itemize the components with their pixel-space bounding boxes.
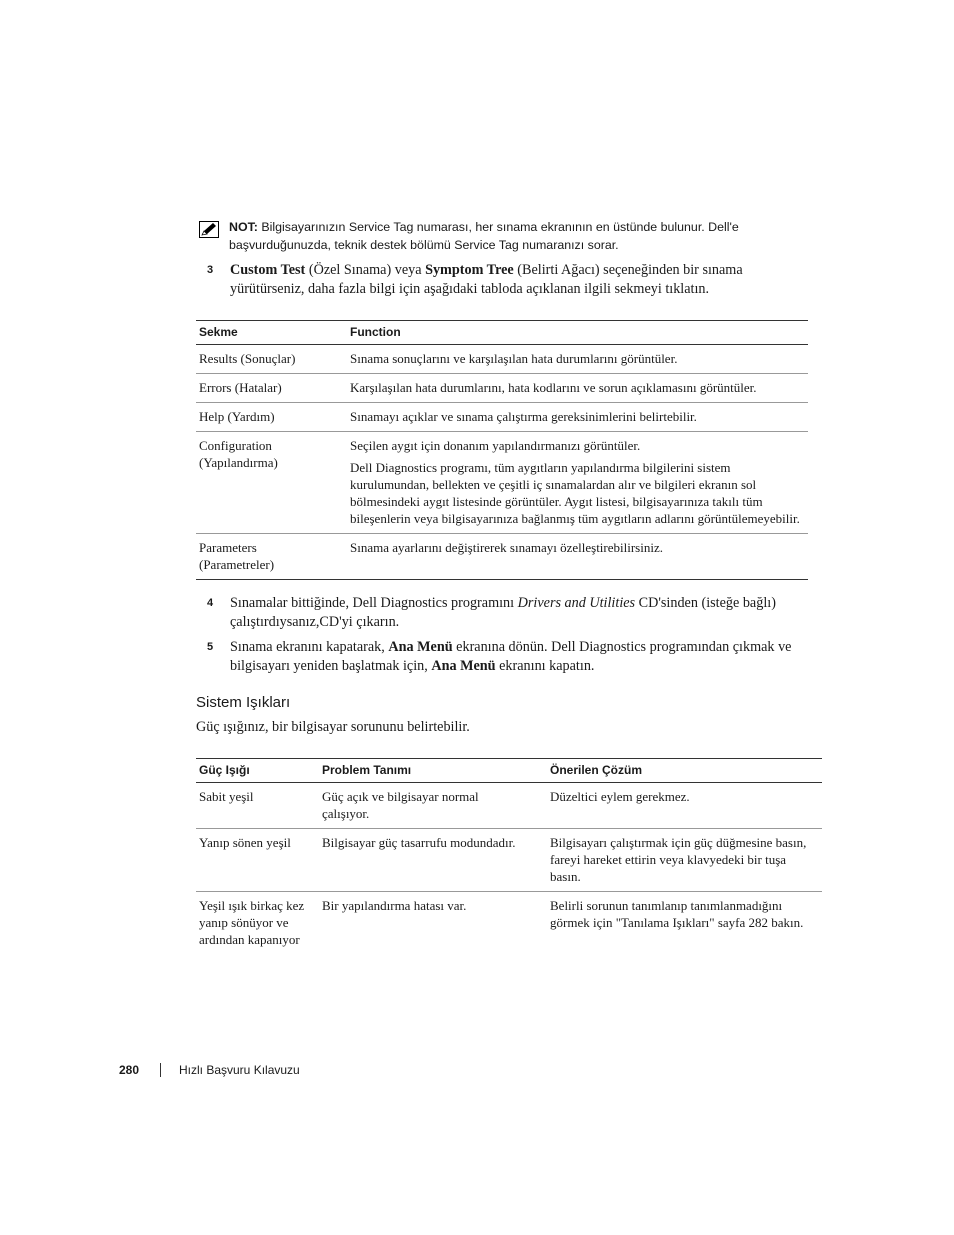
header-solution: Önerilen Çözüm [547,759,822,783]
tab-name [196,534,347,580]
table-row [196,345,808,374]
power-light-state: Yanıp sönen yeşil [196,829,319,892]
section-intro: Güç ışığınız, bir bilgisayar sorununu belirtebilir. [196,719,470,735]
table-row [196,534,808,580]
power-light-state: Yeşil ışık birkaç kez yanıp sönüyor ve ardından kapanıyor [199,898,305,947]
tab-function [347,403,808,432]
tab-function [347,534,808,580]
problem-description: Bir yapılandırma hatası var. [322,898,467,913]
footer-separator [160,1063,161,1077]
step-number: 4 [207,597,214,609]
step-number: 5 [207,641,214,653]
section-title: Sistem Işıkları [196,694,291,711]
tab-name [196,432,347,534]
tab-function [347,432,808,534]
step-number: 3 [207,264,214,276]
table-row [196,374,808,403]
suggested-solution [547,892,822,955]
note-label: NOT: [229,220,258,234]
solution-text: Bilgisayarı çalıştırmak için güç düğmesine basın, fareyi hareket ettirin veya klavyedeki bir tuşa basın. [550,835,807,884]
function-text: Karşılaşılan hata durumlarını, hata kodlarını ve sorun açıklamasını görüntüler. [350,380,757,395]
solution-text: Belirli sorunun tanımlanıp tanımlanmadığını görmek için "Tanılama Işıkları" sayfa 282 bakın. [550,898,804,930]
header-power-light: Güç Işığı [196,759,319,783]
step-text-part: CD'sinden (isteğe bağlı) çalıştırdıysanız,CD'yi çıkarın. [230,595,776,630]
tab-name: Results (Sonuçlar) [196,345,347,374]
function-text: Sınama ayarlarını değiştirerek sınamayı özelleştirebilirsiniz. [350,540,663,555]
tab-name-text: Configuration (Yapılandırma) [199,438,278,470]
tab-name-text: Parameters (Parametreler) [199,540,275,572]
header-function: Function [347,321,808,345]
step-text [230,638,820,676]
table-header-row [196,321,808,345]
problem-text: Güç açık ve bilgisayar normal çalışıyor. [322,789,479,821]
step-italic-drivers: Drivers and Utilities [517,595,636,611]
table-row [196,829,822,892]
function-text: Seçilen aygıt için donanım yapılandırmanızı görüntüler. [350,438,641,453]
note-text [229,219,804,254]
tabs-table [196,320,808,580]
table-row [196,892,822,955]
function-text: Sınama sonuçlarını ve karşılaşılan hata durumlarını görüntüler. [350,351,678,366]
table-row [196,403,808,432]
function-text: Sınamayı açıklar ve sınama çalıştırma gereksinimlerini belirtebilir. [350,409,697,424]
tab-function [347,374,808,403]
page-number: 280 [119,1063,140,1077]
step-text-part: ekranını kapatın. [495,658,595,674]
table-header-row [196,759,822,783]
problem-description [319,783,547,829]
step-text-part: (Özel Sınama) veya [305,262,426,278]
function-text: Dell Diagnostics programı, tüm aygıtların yapılandırma bilgilerini sistem kurulumundan, bellekten ve çeşitli iç sınamalardan alır ve bilgileri ekranın sol bölmesindeki aygıt listesinde görüntüler. Aygıt listesi, bilgisayarınıza takılı tüm bileşenlerin veya bilgisayarınıza bağlanmış tüm aygıtların adlarını görüntülemeyebilir. [350,460,800,526]
power-lights-table [196,758,822,954]
suggested-solution [547,829,822,892]
step-text-part: (Belirti Ağacı) seçeneğinden bir sınama yürütürseniz, daha fazla bilgi için aşağıdaki tabloda açıklanan ilgili sekmeyi tıklatın. [230,262,743,297]
table-row [196,783,822,829]
tab-function [347,345,808,374]
step-text-part: Sınamalar bittiğinde, Dell Diagnostics programını [230,595,518,611]
table-row [196,432,808,534]
tab-name: Help (Yardım) [196,403,347,432]
step-text-part: Sınama ekranını kapatarak, [230,639,389,655]
step-bold-ana-menu: Ana Menü [431,658,496,674]
step-text [230,261,820,299]
note-text-line1: Bilgisayarınızın Service Tag numarası, her sınama ekranının en üstünde bulunur. Dell'e [261,220,739,234]
header-problem: Problem Tanımı [319,759,547,783]
step-bold-symptom-tree: Symptom Tree [425,262,514,278]
pencil-note-icon [199,221,219,238]
power-light-state: Sabit yeşil [196,783,319,829]
step-text [230,594,820,632]
step-bold-custom-test: Custom Test [230,262,306,278]
note-text-line2: başvurduğunuzda, teknik destek bölümü Service Tag numaranızı sorar. [229,237,619,252]
suggested-solution: Düzeltici eylem gerekmez. [547,783,822,829]
tab-name: Errors (Hatalar) [196,374,347,403]
footer-title: Hızlı Başvuru Kılavuzu [179,1063,300,1077]
problem-description: Bilgisayar güç tasarrufu modundadır. [319,829,547,892]
step-text-part: ekranına dönün. Dell Diagnostics programından çıkmak ve bilgisayarı yeniden başlatmak için, [230,639,792,674]
header-sekme: Sekme [196,321,347,345]
step-bold-ana-menu: Ana Menü [388,639,453,655]
